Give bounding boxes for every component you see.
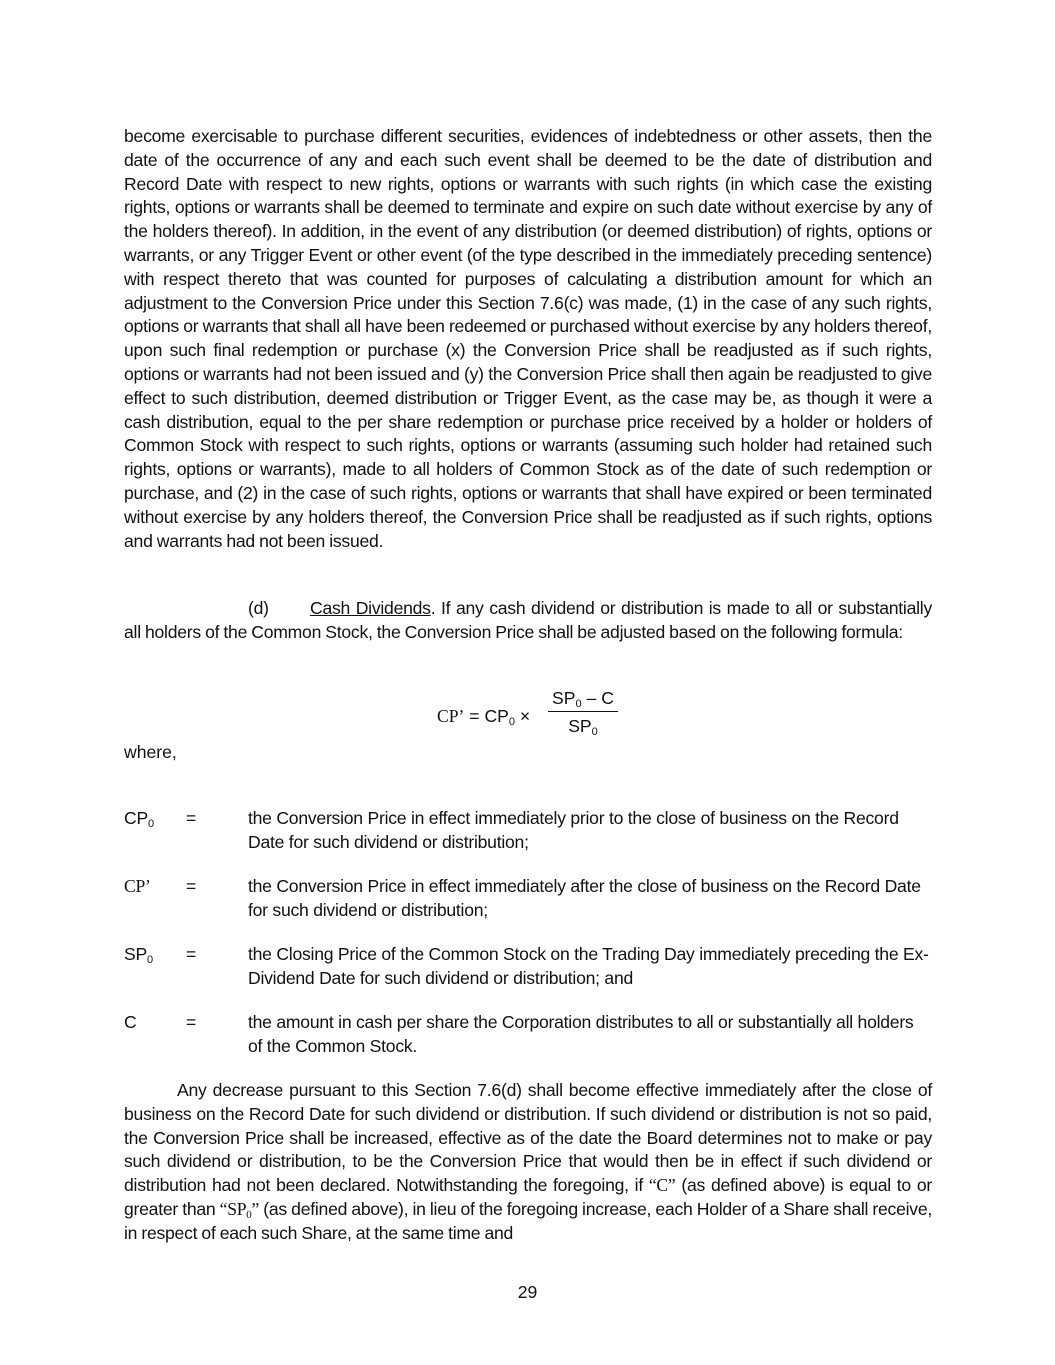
quoted-sp0: “$SP_0$” (219, 1198, 260, 1221)
section-label: (d) (248, 598, 269, 618)
formula-subscript: 0 (508, 716, 516, 728)
definition-symbol: CP’ (124, 876, 151, 896)
section-7-6-d-paragraph (124, 597, 932, 645)
denominator-sp: SP (568, 716, 592, 736)
page-number: 29 (517, 1282, 538, 1302)
section-text: If any cash dividend or distribution is made to all or substantially all holders of the Common Stock, the Conversion Price shall be adjusted based on the following formula: (124, 598, 932, 642)
definition-equals: = (186, 808, 197, 828)
definition-text: the Conversion Price in effect immediately prior to the close of business on the Record Date for such dividend or distribution; (248, 808, 899, 852)
definition-text: the Conversion Price in effect immediately after the close of business on the Record Date for such dividend or distribution; (248, 876, 921, 920)
formula-times: × (515, 706, 531, 726)
paragraph-continuation (124, 125, 932, 553)
formula-fraction (548, 686, 618, 738)
paragraph-continuation-text: become exercisable to purchase different securities, evidences of indebtedness or other assets, then the date of the occurrence of any and each such event shall be deemed to be the date of distribution and Record Date with respect to new rights, options or warrants with such rights (in which case the existing rights, options or warrants shall be deemed to terminate and expire on such date without exercise by any of the holders thereof). In addition, in the event of any distribution (or deemed distribution) of rights, options or warrants, or any Trigger Event or other event (of the type described in the immediately preceding sentence) with respect thereto that was counted for purposes of calculating a distribution amount for which an adjustment to the Conversion Price under this Section 7.6(c) was made, (1) in the case of any such rights, options or warrants that shall all have been redeemed or purchased without exercise by any holders thereof, upon such final redemption or purchase (x) the Conversion Price shall be readjusted as if such rights, options or warrants had not been issued and (y) the Conversion Price shall then again be readjusted to give effect to such distribution, deemed distribution or Trigger Event, as the case may be, as though it were a cash distribution, equal to the per share redemption or purchase price received by a holder or holders of Common Stock with respect to such rights, options or warrants (assuming such holder had retained such rights, options or warrants), made to all holders of Common Stock as of the date of such redemption or purchase, and (2) in the case of such rights, options or warrants that shall have expired or been terminated without exercise by any holders thereof, the Conversion Price shall be readjusted as if such rights, options and warrants had not been issued. (124, 126, 932, 551)
definition-text: the Closing Price of the Common Stock on the Trading Day immediately preceding the Ex-Dividend Date for such dividend or distribution; and (248, 944, 929, 988)
formula-lhs (437, 704, 530, 728)
adjustment-formula (437, 686, 637, 746)
definition-text: the amount in cash per share the Corporation distributes to all or substantially all holders of the Common Stock. (248, 1012, 914, 1056)
definition-equals: = (186, 876, 197, 896)
where-label: where, (124, 742, 177, 762)
formula-numerator (548, 686, 618, 712)
formula-equals-cp: = CP (464, 706, 509, 726)
decrease-effect-paragraph: Any decrease pursuant to this Section 7.6(d) shall become effective immediately after the close of business on the Record Date for such dividend or distribution. If such dividend or distribution is not so paid, the Conversion Price shall be increased, effective as of the date the Board determines not to make or pay such dividend or distribution, to be the Conversion Price that would then be in effect if such dividend or distribution had not been declared. Notwithstanding the foregoing, if “C” (as defined above) is equal to or greater than “$SP_0$” (as defined above), in lieu of the foregoing increase, each Holder of a Share shall receive, in respect of each such Share, at the same time and (124, 1080, 932, 1243)
definition-symbol: $CP_0$ (124, 808, 154, 830)
numerator-sp: SP (552, 688, 576, 708)
denominator-subscript: 0 (591, 726, 598, 738)
section-heading-period: . (430, 598, 436, 618)
quoted-c: “C” (648, 1175, 676, 1196)
definition-equals: = (186, 1012, 197, 1032)
definition-symbol: C (124, 1012, 137, 1032)
formula-cp-prime: CP’ (437, 706, 465, 726)
section-heading: Cash Dividends (310, 598, 431, 618)
definition-symbol: $SP_0$ (124, 944, 153, 966)
numerator-minus-c: – C (581, 688, 614, 708)
numerator-subscript: 0 (575, 698, 582, 710)
formula-denominator (548, 712, 618, 738)
definition-equals: = (186, 944, 197, 964)
